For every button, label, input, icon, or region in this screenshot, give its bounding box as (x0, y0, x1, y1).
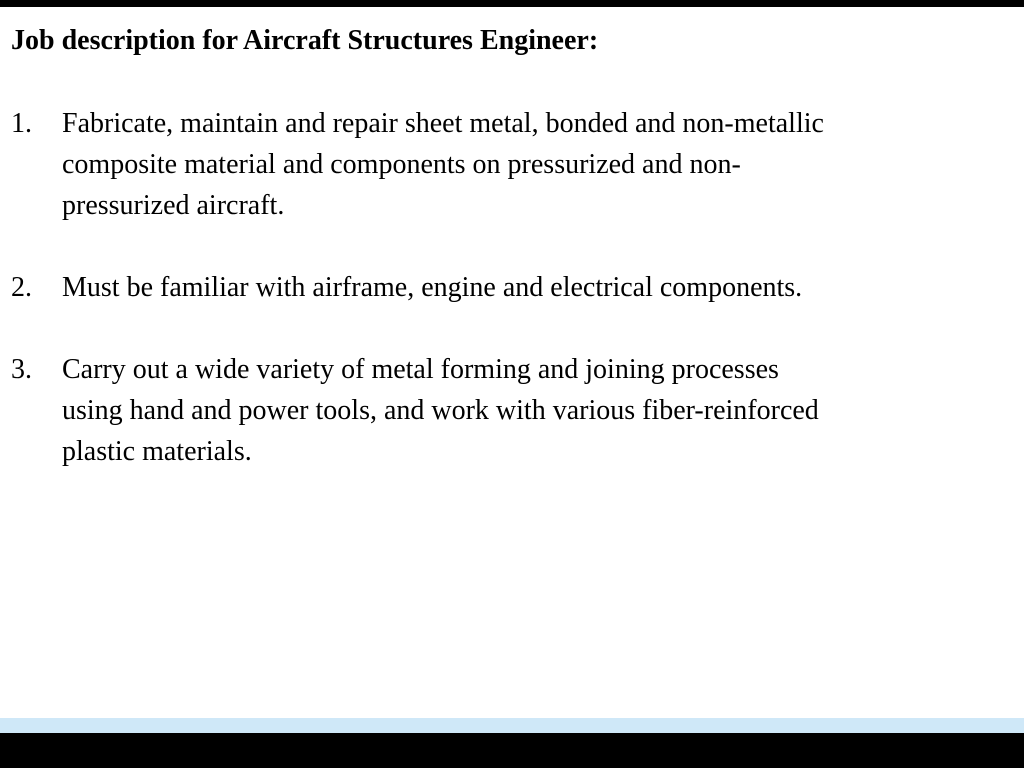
job-duties-list (11, 103, 1011, 472)
list-item-text-line: Fabricate, maintain and repair sheet metal, bonded and non-metallic (62, 108, 824, 139)
accent-band (0, 718, 1024, 733)
bottom-bar (0, 733, 1024, 768)
slide-canvas (0, 7, 1024, 718)
list-item (11, 267, 1011, 308)
list-item-number: 2. (11, 272, 32, 303)
list-item (11, 349, 1011, 472)
slide-title: Job description for Aircraft Structures Engineer: (11, 25, 599, 56)
list-item-text-line: plastic materials. (62, 436, 252, 467)
list-item-text-line: Carry out a wide variety of metal forming and joining processes (62, 354, 779, 385)
list-item-text-line: using hand and power tools, and work with various fiber-reinforced (62, 395, 819, 426)
list-item-text-line: pressurized aircraft. (62, 190, 285, 221)
list-item-text-line: Must be familiar with airframe, engine and electrical components. (62, 272, 803, 303)
list-item-text-line: composite material and components on pressurized and non- (62, 149, 741, 180)
list-item-number: 1. (11, 108, 32, 139)
list-item (11, 103, 1011, 226)
list-item-number: 3. (11, 354, 32, 385)
